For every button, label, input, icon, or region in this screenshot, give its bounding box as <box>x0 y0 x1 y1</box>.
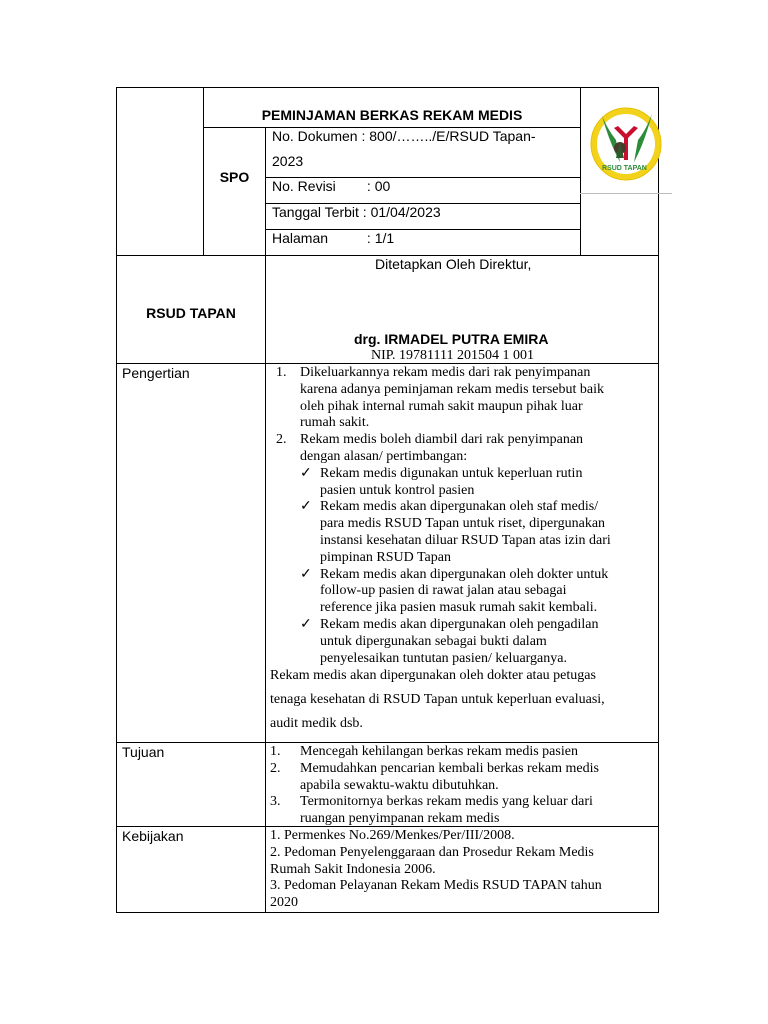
text-line: Rekam medis akan dipergunakan oleh dokter untuk <box>320 566 609 582</box>
text-line: Rumah Sakit Indonesia 2006. <box>270 861 436 877</box>
text-line: penyelesaikan tuntutan pasien/ keluarganya. <box>320 650 567 666</box>
logo-underline <box>580 193 672 194</box>
text-line: Termonitornya berkas rekam medis yang keluar dari <box>300 794 593 810</box>
issue-date: Tanggal Terbit : 01/04/2023 <box>272 204 441 220</box>
list-number: 3. <box>270 794 281 810</box>
checkmark-icon: ✓ <box>300 465 312 481</box>
text-line: Rekam medis boleh diambil dari rak penyimpanan <box>300 432 584 448</box>
section-label-kebijakan: Kebijakan <box>122 828 184 844</box>
spo-label: SPO <box>219 169 250 185</box>
document-title: PEMINJAMAN BERKAS REKAM MEDIS <box>261 107 523 123</box>
grid-line <box>580 87 581 255</box>
text-line: 2. Pedoman Penyelenggaraan dan Prosedur Rekam Medis <box>270 844 594 860</box>
checklist-item <box>270 567 655 617</box>
checkmark-icon: ✓ <box>300 499 312 515</box>
section-label-pengertian: Pengertian <box>122 365 190 381</box>
grid-line <box>265 127 266 913</box>
logo-emblem-icon <box>586 100 666 195</box>
text-line: Memudahkan pencarian kembali berkas rekam medis <box>300 760 599 776</box>
text-line: Rekam medis digunakan untuk keperluan rutin <box>320 465 583 481</box>
hospital-logo <box>586 100 666 195</box>
logo-caption: RSUD TAPAN <box>602 165 647 172</box>
list-item <box>270 794 655 828</box>
text-line: audit medik dsb. <box>270 716 363 732</box>
text-line: rumah sakit. <box>300 415 370 431</box>
list-number: 2. <box>270 760 281 776</box>
text-line: tenaga kesehatan di RSUD Tapan untuk keperluan evaluasi, <box>270 692 605 708</box>
text-line: dengan alasan/ pertimbangan: <box>300 448 468 464</box>
page-number: Halaman : 1/1 <box>272 230 395 246</box>
list-number: 1. <box>276 365 287 380</box>
list-item <box>270 744 655 761</box>
kebijakan-content <box>270 828 655 912</box>
text-line: oleh pihak internal rumah sakit maupun pihak luar <box>300 398 583 414</box>
revision-number: No. Revisi : 00 <box>272 178 391 194</box>
tujuan-content <box>270 744 655 828</box>
checklist-item <box>270 617 655 667</box>
list-number: 2. <box>276 432 287 448</box>
text-line: Rekam medis akan dipergunakan oleh pengadilan <box>320 616 599 632</box>
text-line: 1. Permenkes No.269/Menkes/Per/III/2008. <box>270 828 515 843</box>
director-nip: NIP. 19781111 201504 1 001 <box>371 348 534 363</box>
list-item <box>270 365 655 432</box>
section-label-tujuan: Tujuan <box>122 744 165 760</box>
established-by: Ditetapkan Oleh Direktur, <box>375 256 532 272</box>
pengertian-content <box>270 365 655 736</box>
text-line: pasien untuk kontrol pasien <box>320 482 475 498</box>
grid-line <box>116 742 659 743</box>
list-number: 1. <box>270 744 281 759</box>
text-line: para medis RSUD Tapan untuk riset, dipergunakan <box>320 516 606 532</box>
checklist-item <box>270 466 655 500</box>
text-line: Dikeluarkannya rekam medis dari rak penyimpanan <box>300 365 591 380</box>
director-name: drg. IRMADEL PUTRA EMIRA <box>354 331 549 347</box>
text-line: Mencegah kehilangan berkas rekam medis pasien <box>300 744 578 759</box>
checkmark-icon: ✓ <box>300 566 312 582</box>
text-line: Rekam medis akan dipergunakan oleh staf medis/ <box>320 499 599 515</box>
text-line: follow-up pasien di rawat jalan atau sebagai <box>320 583 567 599</box>
checklist-item <box>270 499 655 566</box>
text-line: apabila sewaktu-waktu dibutuhkan. <box>300 777 499 793</box>
doc-number-line2: 2023 <box>272 153 304 169</box>
organization-name: RSUD TAPAN <box>146 305 236 321</box>
text-line: 3. Pedoman Pelayanan Rekam Medis RSUD TAPAN tahun <box>270 878 602 894</box>
text-line: untuk dipergunakan sebagai bukti dalam <box>320 633 547 649</box>
list-item <box>270 432 655 466</box>
text-line: ruangan penyimpanan rekam medis <box>300 811 500 827</box>
text-line: pimpinan RSUD Tapan <box>320 549 451 565</box>
text-line: reference jika pasien masuk rumah sakit kembali. <box>320 600 598 616</box>
text-line: karena adanya peminjaman rekam medis tersebut baik <box>300 381 604 397</box>
checkmark-icon: ✓ <box>300 616 312 632</box>
text-line: instansi kesehatan diluar RSUD Tapan atas izin dari <box>320 532 611 548</box>
closing-paragraph <box>270 664 655 736</box>
text-line: Rekam medis akan dipergunakan oleh dokter atau petugas <box>270 668 596 684</box>
text-line: 2020 <box>270 895 298 911</box>
doc-number-line1: No. Dokumen : 800/……../E/RSUD Tapan- <box>272 128 536 144</box>
list-item <box>270 761 655 795</box>
